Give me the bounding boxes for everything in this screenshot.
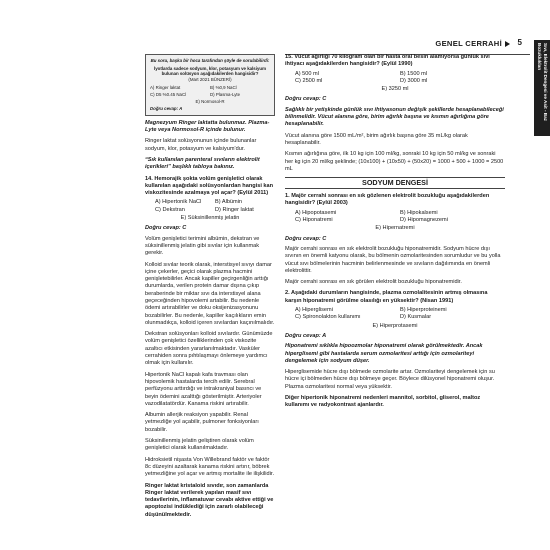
option-c: C) Spironolakton kullanımı xyxy=(295,314,361,321)
option-a: A) Hipertonik NaCl xyxy=(155,199,202,206)
option-b: B) Albümin xyxy=(215,199,243,206)
box-heading: Bu soru, başka bir hoca tarafından şöyle de sorulabilirdi: xyxy=(150,58,270,63)
option-a: A) 500 ml xyxy=(295,70,319,77)
paragraph: Albumin allerjik reaksiyon yapabilir. Renal yetmezliğe yol açabilir, pulmoner fonksiyonları bozabilir. xyxy=(145,412,259,433)
right-column xyxy=(285,54,505,414)
box-option-e: E) Normosol-R xyxy=(195,98,225,104)
option-c: C) 2500 ml xyxy=(295,77,323,84)
option-d: D) Kusmalar xyxy=(400,314,432,321)
paragraph: Hiperglisemide hücre dışı bölmede ozmolarite artar. Ozmolariteyi dengelemek için su hücre içi bölmeden hücre dışı bölmeye geçer. Böylece dilüsyonel hiponatremi oluşur. Plazma ozmolaritesi normal veya yüksektir. xyxy=(285,369,495,390)
option-d: D) 3000 ml xyxy=(400,77,428,84)
box-option-b: B) %0,9 NaCl xyxy=(210,85,237,91)
option-e: E) Hipernatremi xyxy=(375,225,415,232)
page-number: 5 xyxy=(517,38,522,47)
paragraph: Diğer hipertonik hiponatremi nedenleri mannitol, sorbitol, gliserol, maltoz kullanımı ve radyokontrast ajanlardır. xyxy=(285,394,481,409)
option-b: B) Hipokalsemi xyxy=(400,209,438,216)
box-option-a: A) Ringer laktat xyxy=(150,85,181,91)
paragraph: Majör cerrahi sonrası en sık görülen elektrolit bozukluğu hiponatremidir. xyxy=(285,279,462,286)
section-heading: SODYUM DENGESİ xyxy=(285,177,505,189)
paragraph: Kısmın ağırlığına göre, ilk 10 kg için 100 ml/kg, sonraki 10 kg için 50 ml/kg ve sonraki her kg için 20 ml/kg şeklinde; (10x100) + (10x50) + (50x20) = 1000 + 500 + 1000 = 2500 mL xyxy=(285,151,504,172)
box-option-d: D) Plasma-Lyte xyxy=(210,91,241,97)
question-1-options xyxy=(285,210,505,225)
question-2-options xyxy=(285,307,505,322)
option-a: A) Hiperglisemi xyxy=(295,307,333,314)
paragraph: Magnezyum Ringer laktatta bulunmaz. Plazma-Lyte veya Normosol-R içinde bulunur. xyxy=(145,119,270,134)
option-e: E) 3250 ml xyxy=(381,86,409,93)
question-14: 14. Hemorajik şokta volüm genişletici olarak kullanılan aşağıdaki solüsyonlardan hangisi kan viskozitesinde azalmaya yol açar? (Eylül 2011) xyxy=(145,175,274,197)
box-option-c: C) D5 %0.45 NaCl xyxy=(150,91,187,97)
box-answer: Doğru cevap: A xyxy=(150,106,183,112)
paragraph: Hiponatremi sıklıkla hipoozmolar hiponatremi olarak görülmektedir. Ancak hiperglisemi gibi hastalarda serum ozmolaritesi arttığı için ozmolariteyi dengelemek için sodyum düşer. xyxy=(285,343,483,364)
question-2: 2. Aşağıdaki durumların hangisinde, plazma ozmolalitesinin artmış olmasına karşın hiponatremi görülme olasılığı en yüksektir? (Nisan 1991) xyxy=(285,290,488,304)
option-e: E) Hiperprotasemi xyxy=(372,322,418,329)
alternate-question-box xyxy=(145,54,275,116)
option-a: A) Hipopotasemi xyxy=(295,209,337,216)
box-reference: (Mart 2021 BÜNZERİ) xyxy=(188,76,232,82)
paragraph: Sağlıklı bir yetişkinde günlük sıvı ihtiyasonun değişik şekillerde hesaplanabileceği bilinmelidir. Vücut alanına göre, birim ağırlık başına ve kısmın ağırlığına göre hesaplanabilir. xyxy=(285,106,504,128)
paragraph: Dekstran solüsyonları kolloid sıvılardır. Günümüzde volüm genişletici özelliklerinden çok viskozite azaltıcı etkisinden yararlanılmaktadır. Vasküler cerrahiden sonra pıhtılaşmayı önlemeye yardımcı olmak için kullanılır. xyxy=(145,331,273,367)
side-tab xyxy=(534,40,550,136)
box-options xyxy=(150,85,270,97)
answer: Doğru cevap: C xyxy=(285,235,327,242)
question-15: 15. Vücut ağırlığı 70 kilogram olan bir hasta oral besin alamıyorsa günlük sıvı ihtiyacı aşağıdakilerden hangisidir? (Eylül 1990) xyxy=(285,54,490,68)
option-c: C) Dekstran xyxy=(155,206,185,213)
left-column xyxy=(145,54,275,523)
paragraph: “Sık kullanılan parenteral sıvıların elektrolit içerikleri” başlıklı tabloya bakınız. xyxy=(145,156,260,171)
side-tab-label: Sıvı, Elektrolit Dengesi ve Asit - Baz Bozuklukları xyxy=(537,43,548,121)
option-d: D) Ringer laktat xyxy=(215,206,254,213)
triangle-marker-icon xyxy=(505,41,510,47)
paragraph: Majör cerrahi sonrası en sık elektrolit bozukluğu hiponatremidir. Sodyum hücre dışı sıvının en önemli katyonu olarak, bu bölmenin ozmolaritesinden sorumludur ve bu yolla vücut sıvı bölmelerinin hacminin belirlenmesinde ve sıvıların dağılımında en önemli elektrolittir. xyxy=(285,245,501,274)
option-d: D) Hipomagnezemi xyxy=(400,217,448,224)
chapter-title: GENEL CERRAHİ xyxy=(435,39,502,48)
answer: Doğru cevap: C xyxy=(285,96,327,103)
paragraph: Kolloid sıvılar teorik olarak, interstisyel sıvıyı damar içine çekerler, geçici olarak plazma hacmini genişletebilirler. Ancak kapiller geçirgenliğin arttığı durumlarda, verilen protein damar dışına çıkıp beraberinde bir miktar sıvı da interstisyel alana geçeceğinden hipovolemi artabilir. Bu nedenle ödemi artırabilirler ve doku oksijenizasyonunu bozabilirler. Bu nedenle, kapiller kaçılıkların emin olunmadıkça, kolloid içeren sıvılardan kaçınılmalıdır. xyxy=(145,261,275,326)
option-b: B) Hiperproteinemi xyxy=(400,307,447,314)
option-b: B) 1500 ml xyxy=(400,70,428,77)
answer: Doğru cevap: A xyxy=(285,332,327,339)
paragraph: Vücut alanına göre 1500 mL/m², birim ağırlık başına göre 35 mL/kg olarak hesaplanabilir. xyxy=(285,132,468,146)
question-15-options xyxy=(285,71,505,86)
paragraph: Ringer laktat solüsyonunun içinde bulunanlar sodyum, klor, potasyum ve kalsiyum'dur. xyxy=(145,138,257,152)
option-c: C) Hiponatremi xyxy=(295,217,333,224)
question-1: 1. Majör cerrahi sonrası en sık gözlenen elektrolit bozukluğu aşağıdakilerden hangisidir? (Eylül 2003) xyxy=(285,193,490,207)
paragraph: Ringer laktat kristaloid sıvıdır, son zamanlarda Ringer laktat verilerek yapılan masif sıvı tedavilerinin, inflamatuvar cevabı aktive ettiği ve apoptozisi indüklediği için zararlı olabileceği düşünülmektedir. xyxy=(145,482,274,518)
paragraph: Hipertonik NaCl kapalı kafa travması olan hipovolemik hastalarda tercih edilir. Serebral perfüzyonu arttırdığı ve intrakraniyal basıncı ve beyin ödemini azalttığı gösterilmiştir. Arteriyoler vazodilatatördür. Kanama riskini artırabilir. xyxy=(145,371,262,407)
question-14-options xyxy=(145,199,275,214)
box-question: İyotlarda sadece sodyum, klor, potasyum ve kalsiyum bulunan solüsyon aşağıdakilerden hangisidir? xyxy=(153,65,266,77)
answer: Doğru cevap: C xyxy=(145,225,187,232)
page-header xyxy=(290,38,520,54)
paragraph: Volüm genişletici terimini albümin, dekstran ve süksinillenmiş jelatin gibi sıvılar için kullanmak gerekir. xyxy=(145,235,260,257)
option-e: E) Süksinillenmiş jelatin xyxy=(180,215,240,222)
paragraph: Hidroksietil nişasta Von Willebrand faktör ve faktör 8c düzeyini azaltarak kanama riskini artırır, böbrek yetmezliğine yol açar ve artmış mortalite ile ilişkilidir. xyxy=(145,456,275,478)
paragraph: Süksinillenmiş jelatin geliştiren olarak volüm genişletici olarak kullanılmaktadır. xyxy=(145,438,254,452)
